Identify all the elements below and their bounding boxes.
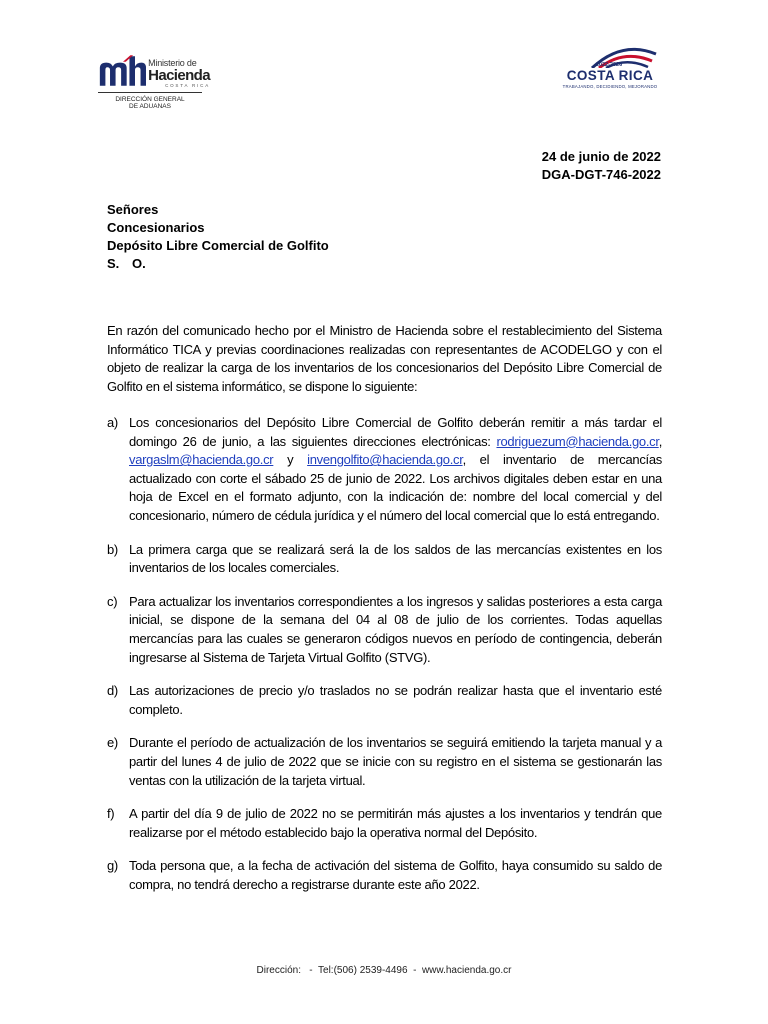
addressee-line-2: Concesionarios bbox=[107, 220, 205, 235]
list-item-d bbox=[107, 682, 662, 719]
intro-paragraph: En razón del comunicado hecho por el Ministro de Hacienda sobre el restablecimiento del Sistema Informático TICA y previas coordinaciones realizadas con representantes de ACODELGO y con el objeto de realizar la carga de los inventarios de los concesionarios del Depósito Libre Comercial de Golfito en el sistema informático, se dispone lo siguiente: bbox=[107, 323, 662, 394]
list-item-e bbox=[107, 734, 662, 790]
letter-reference: DGA-DGT-746-2022 bbox=[541, 167, 661, 182]
addressee-line-1: Señores bbox=[107, 202, 159, 217]
ministry-logo bbox=[98, 54, 210, 111]
mh-monogram-icon bbox=[98, 54, 146, 88]
addressee-so bbox=[107, 255, 329, 273]
hacienda-logo bbox=[98, 54, 210, 88]
item-a-text-4: , el inventario de mercancías actualizado con corte el sábado 25 de junio de 2022. Los archivos digitales deben estar en una hoja de Excel en el formato adjunto, con la indicación de: nombre del local comercial y del concesionario, número de cédula jurídica y el número del local comercial que lo está entregando. bbox=[129, 452, 662, 523]
item-a-text-3: y bbox=[273, 452, 308, 468]
email-link-rodriguezum[interactable]: rodriguezum@hacienda.go.cr bbox=[496, 433, 659, 449]
so-o: O. bbox=[132, 256, 146, 271]
government-logo bbox=[552, 42, 668, 89]
ministry-big-text: Hacienda bbox=[148, 66, 210, 84]
item-letter: g) bbox=[107, 858, 118, 874]
item-letter: c) bbox=[107, 593, 118, 609]
list-item-g bbox=[107, 857, 662, 894]
item-a-text-1: Los concesionarios del Depósito Libre Comercial de Golfito deberán remitir a más tardar el domingo 26 de junio, a las siguientes direcciones electrónicas: bbox=[129, 415, 662, 449]
ministry-small-text: Ministerio de bbox=[148, 57, 197, 68]
item-a-text-2: , bbox=[658, 433, 662, 449]
ministry-country-text: COSTA RICA bbox=[165, 82, 210, 88]
government-tagline: TRABAJANDO, DECIDIENDO, MEJORANDO bbox=[562, 84, 658, 89]
list-item-b bbox=[107, 541, 662, 578]
addressee-block bbox=[107, 201, 329, 273]
division-line-1: DIRECCIÓN GENERAL bbox=[115, 96, 185, 103]
so-s: S. bbox=[107, 256, 120, 271]
item-letter: a) bbox=[107, 415, 118, 430]
item-text: La primera carga que se realizará será la de los saldos de las mercancías existentes en los inventarios de los locales comerciales. bbox=[129, 541, 662, 576]
division-line-2: DE ADUANAS bbox=[129, 103, 171, 111]
email-link-invengolfito[interactable]: invengolfito@hacienda.go.cr bbox=[307, 452, 463, 468]
division-name bbox=[98, 96, 202, 111]
list-item-f bbox=[107, 805, 662, 842]
addressee-line-3: Depósito Libre Comercial de Golfito bbox=[107, 238, 329, 253]
government-years: 2022-2026 bbox=[595, 62, 623, 68]
logo-divider bbox=[98, 92, 202, 93]
item-text: Durante el período de actualización de los inventarios se seguirá emitiendo la tarjeta manual y a partir del lunes 4 de julio de 2022 que se inicie con su registro en el sistema se gestionarán las ventas con la utilización de la tarjeta virtual. bbox=[129, 735, 662, 788]
item-text: Para actualizar los inventarios correspondientes a los ingresos y salidas posteriores a esta carga inicial, se dispone de la semana del 04 al 08 de julio de los corrientes. Todas aquellas mercancías para las cuales se generaron códigos nuevos en período de contingencia, deberán ingresarse al Sistema de Tarjeta Virtual Golfito (STVG). bbox=[129, 593, 662, 665]
date-reference-block bbox=[542, 148, 661, 184]
provisions-list bbox=[107, 414, 662, 909]
item-text: A partir del día 9 de julio de 2022 no se permitirán más ajustes a los inventarios y tendrán que realizarse por el método establecido bajo la operativa normal del Depósito. bbox=[129, 806, 662, 840]
letter-date: 24 de junio de 2022 bbox=[541, 149, 661, 164]
item-text: Toda persona que, a la fecha de activación del sistema de Golfito, haya consumido su saldo de compra, no tendrá derecho a registrarse durante este año 2022. bbox=[129, 858, 662, 892]
item-letter: e) bbox=[107, 735, 118, 751]
item-letter: b) bbox=[107, 541, 118, 557]
government-name: COSTA RICA bbox=[566, 68, 654, 83]
email-link-vargaslm[interactable]: vargaslm@hacienda.go.cr bbox=[129, 452, 274, 468]
page-footer: Dirección: - Tel:(506) 2539-4496 - www.hacienda.go.cr bbox=[256, 965, 512, 976]
list-item-c bbox=[107, 593, 662, 667]
item-text: Las autorizaciones de precio y/o traslados no se podrán realizar hasta que el inventario esté completo. bbox=[129, 683, 662, 717]
item-letter: f) bbox=[107, 806, 115, 822]
item-letter: d) bbox=[107, 683, 118, 699]
list-item-a bbox=[107, 414, 662, 526]
